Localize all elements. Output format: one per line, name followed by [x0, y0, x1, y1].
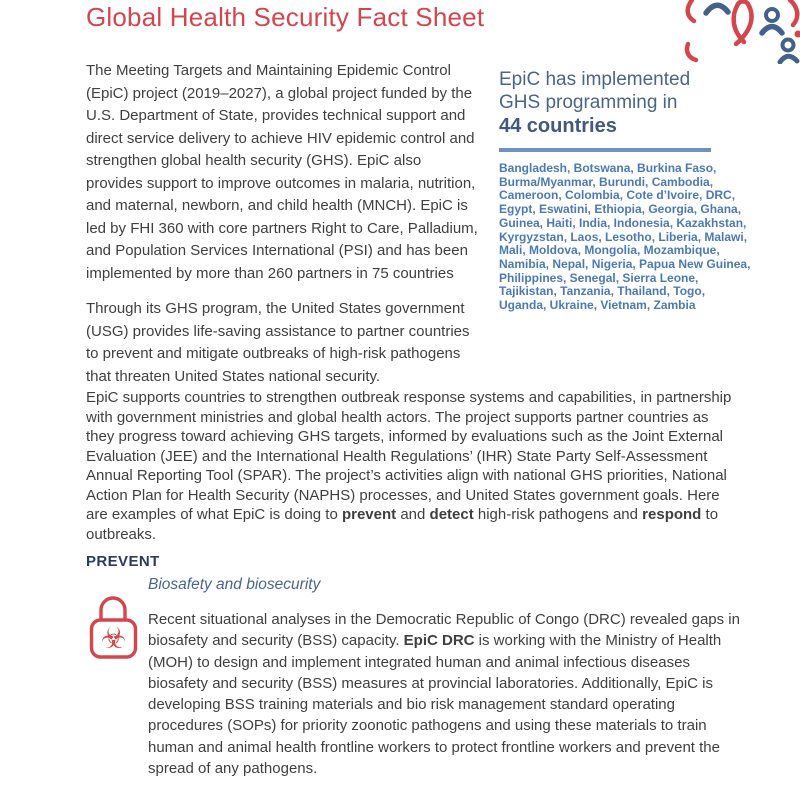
- overview-paragraph: [86, 388, 738, 544]
- overview-bold-detect: detect: [429, 506, 474, 523]
- svg-text:☣: ☣: [100, 621, 127, 655]
- sidebar-divider: [499, 148, 711, 152]
- sidebar-heading-count: 44 countries: [499, 115, 617, 137]
- dot-icon: [795, 31, 800, 38]
- prevent-body-bold: EpiC DRC: [403, 632, 475, 650]
- overview-text: EpiC supports countries to strengthen outbreak response systems and capabilities, in partnership with government ministries and global health actors. The project supports partner countries as they progress toward achieving GHS targets, informed by evaluations such as the Joint External Evaluation (JEE) and the International Health Regulations’ (IHR) State Party Self-Assessment Annual Reporting Tool (SPAR). The project’s activities align with national GHS priorities, National Action Plan for Health Security (NAPHS) processes, and United States government goals. Here are examples of what EpiC is doing to: [86, 389, 732, 523]
- overview-text: to outbreaks.: [86, 506, 719, 543]
- intro-paragraph-2: Through its GHS program, the United States government (USG) provides life-saving assistance to partner countries to prevent and mitigate outbreaks of high-risk pathogens that threaten United States national security.: [86, 300, 470, 385]
- epic-logo: [682, 0, 800, 64]
- biohazard-lock-icon: [86, 576, 148, 794]
- intro-columns: [86, 60, 776, 388]
- prevent-subheading: Biosafety and biosecurity: [148, 576, 321, 593]
- overview-text: high-risk pathogens and: [473, 506, 643, 523]
- prevent-text-block: [148, 576, 750, 794]
- overview-bold-prevent: prevent: [341, 506, 397, 523]
- intro-paragraph-1: The Meeting Targets and Maintaining Epidemic Control (EpiC) project (2019–2027), a global project funded by the U.S. Department of State, provides technical support and direct service delivery to achieve HIV epidemic control and strengthen global health security (GHS). EpiC also provides support to improve outcomes in malaria, nutrition, and maternal, newborn, and child health (MNCH). EpiC is led by FHI 360 with core partners Right to Care, Palladium, and Population Services International (PSI) and has been implemented by more than 260 partners in 75 countries: [86, 62, 478, 282]
- sidebar-heading: EpiC has implemented GHS programming in: [499, 69, 691, 113]
- prevent-body-text: Recent situational analyses in the Democratic Republic of Congo (DRC) revealed gaps in biosafety and security (BSS) capacity.: [148, 611, 740, 650]
- overview-text: and: [396, 506, 430, 523]
- overview-bold-respond: respond: [642, 506, 702, 523]
- countries-sidebar: [499, 60, 769, 388]
- prevent-section-heading: PREVENT: [86, 553, 160, 570]
- prevent-body-text: is working with the Ministry of Health (MOH) to design and implement integrated human and animal infectious diseases biosafety and security (BSS) measures at provincial laboratories. Additionally, EpiC is developing BSS training materials and bio risk management standard operating procedures (SOPs) for priority zoonotic pathogens and using these materials to train human and animal health frontline workers to protect frontline workers and prevent the spread of any pathogens.: [148, 632, 722, 778]
- prevent-body-paragraph: [148, 609, 750, 779]
- page-title: Global Health Security Fact Sheet: [86, 2, 485, 32]
- prevent-section: [86, 576, 750, 794]
- intro-text-column: [86, 60, 478, 388]
- sidebar-country-list: Bangladesh, Botswana, Burkina Faso, Burma/Myanmar, Burundi, Cambodia, Cameroon, Colombia, Cote d’Ivoire, DRC, Egypt, Eswatini, Ethiopia, Georgia, Ghana, Guinea, Haiti, India, Indonesia, Kazakhstan, Kyrgyzstan, Laos, Lesotho, Liberia, Malawi, Mali, Moldova, Mongolia, Mozambique, Namibia, Nepal, Nigeria, Papua New Guinea, Philippines, Senegal, Sierra Leone, Tajikistan, Tanzania, Thailand, Togo, Uganda, Ukraine, Vietnam, Zambia: [499, 161, 751, 313]
